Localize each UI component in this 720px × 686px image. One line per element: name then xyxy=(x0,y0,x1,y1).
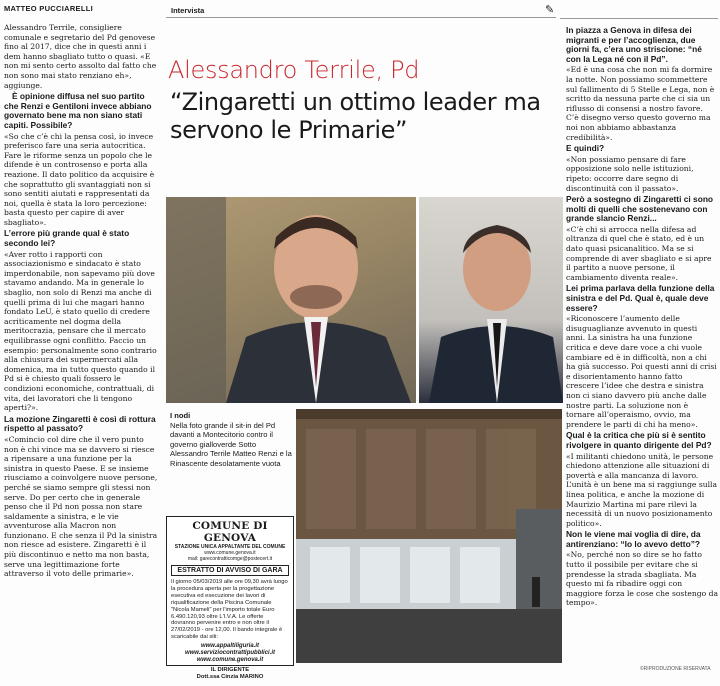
headline-quote: “Zingaretti un ottimo leader ma servono le Primarie” xyxy=(170,88,541,144)
section-header-strip xyxy=(166,4,556,18)
paragraph: «No, perché non so dire se ho fatto tutto il possibile per evitare che si prendesse la strada sbagliata. Ma questo mi fa ribadire oggi con maggiore forza le cose che sostengo da tempo». xyxy=(566,550,718,608)
person-illustration xyxy=(166,197,416,403)
ad-signature xyxy=(171,667,289,681)
paragraph: «Ed è una cosa che non mi fa dormire la notte. Non possiamo scommettere sul fallimento di 5 Stelle e Lega, non è scritto da nessuna parte che ci sia un riflusso di consensi a nostro favore. C’è disegno verso questo governo ma noi non abbiamo abbastanza credibilità». xyxy=(566,65,715,142)
divider xyxy=(560,18,718,19)
building-illustration xyxy=(296,409,562,663)
ad-links xyxy=(171,643,289,664)
headline-name: Alessandro Terrile, Pd xyxy=(168,56,420,84)
ad-title: COMUNE DI GENOVA xyxy=(192,520,268,544)
ad-body: Il giorno 05/03/2019 alle ore 09,30 avrà luogo la procedura aperta per la progettazione esecutiva ed esecuzione dei lavori di riqualificazione della Piscina Comunale "Nicola Mameli" per l'importo totale Euro 6.490.120,93 oltre L'I.V.A. Le offerte dovranno pervenire entro e non oltre il 27/02/2019 - ore 12,00. Il bando integrale è scaricabile dai siti: xyxy=(171,579,288,641)
question: Però a sostegno di Zingaretti ci sono molti di quelli che sostenevano con grande slancio Renzi... xyxy=(566,194,714,224)
question: Lei prima parlava della funzione della sinistra e del Pd. Qual è, quale deve essere? xyxy=(566,283,715,313)
ad-sign-role: IL DIRIGENTE xyxy=(210,667,250,674)
question: L’errore più grande qual è stato secondo lei? xyxy=(4,228,130,249)
left-article-body xyxy=(4,23,160,579)
question: In piazza a Genova in difesa dei migranti e per l’accoglienza, due giorni fa, c’era uno striscione: “né con la Lega né con il Pd”. xyxy=(566,25,702,64)
right-column xyxy=(566,24,718,664)
ad-sign-name: Dott.ssa Cinzia MARINO xyxy=(196,673,264,680)
photo-terrile xyxy=(166,197,416,403)
photo-rinascente xyxy=(296,409,562,663)
caption-text: Nella foto grande il sit-in del Pd davanti a Montecitorio contro il governo gialloverde Sotto Alessandro Terrile Matteo Renzi e la Rinascente desolatamente vuota xyxy=(170,420,292,468)
paragraph: «So che c’è chi la pensa così, io invece preferisco fare una seria autocritica. Fare le riforme senza un popolo che le difende è un controsenso e porta alla reazione. Il dato politico da acquisire è che soprattutto gli svantaggiati non si sono sentiti aiutati e rappresentati da noi, quella è stata la loro percezione: basta questo per capire di aver sbagliato». xyxy=(4,131,155,227)
person-illustration xyxy=(419,197,563,403)
ad-email: mail: garecontratticomge@postecert.it xyxy=(187,556,273,562)
photo-renzi xyxy=(419,197,563,403)
ad-link[interactable]: www.serviziocontrattipubblici.it xyxy=(184,650,276,657)
question: Non le viene mai voglia di dire, da antirenziano: “Io lo avevo detto”? xyxy=(566,529,701,549)
paragraph: «Riconoscere l’aumento delle disuguaglianze avvenuto in questi anni. La sinistra ha una funzione critica e deve dare voce a chi vuole cambiare ed è in difficoltà, non a chi ha già successo. Poi questi anni di crisi e disorientamento hanno fatto crescere l’idee che destra e sinistra non ci siano davvero più anche dalle nostre parti. La soluzione non è tornare all’operaismo, ovvio, ma prendere le parti di chi ha meno». xyxy=(566,314,717,429)
question: La mozione Zingaretti è così di rottura rispetto al passato? xyxy=(4,413,156,434)
byline: MATTEO PUCCIARELLI xyxy=(4,4,94,13)
paragraph: «Aver rotto i rapporti con associazionismo e sindacato è stato imperdonabile, non sapevamo più dove stavamo andando. Ma in generale lo sbaglio, non solo di Renzi ma anche di quelli prima di lui che magari hanno fondato LeU, è stato quello di credere acriticamente nel dogma della meritocrazia, pensare che il mercato equilibrasse ogni conflitto. Faccio un esempio: personalmente sono contrario alla chiusura dei supermercati alla domenica, ma in tutto questo quando il Pd si è chiesto quali fossero le condizioni economiche, contrattuali, di vita, dei lavoratori che li tengono aperti?». xyxy=(4,249,157,413)
ad-website: www.comune.genova.it xyxy=(204,550,256,556)
question: È opinione diffusa nel suo partito che Renzi e Gentiloni invece abbiano governato bene ma non siano stati capiti. Possibile? xyxy=(4,91,152,130)
legal-notice-ad xyxy=(166,516,294,680)
paragraph: Alessandro Terrile, consigliere comunale e segretario del Pd genovese fino al 2017, dice che in questi anni i dem hanno sbagliato tutto o quasi. «E non mi sento certo assolto dal fatto che non sono mai stato renziano eh», aggiunge. xyxy=(4,23,157,90)
left-column xyxy=(4,4,160,579)
ad-link[interactable]: www.comune.genova.it xyxy=(196,657,264,664)
question: Qual è la critica che più si è sentito rivolgere in quanto dirigente del Pd? xyxy=(566,430,712,450)
ad-notice-title: ESTRATTO DI AVVISO DI GARA xyxy=(171,565,289,576)
copyright-note: ©RIPRODUZIONE RISERVATA xyxy=(640,666,711,672)
pen-icon: ✎ xyxy=(545,3,555,16)
caption-title: I nodi xyxy=(170,411,191,420)
paragraph: «I militanti chiedono unità, le persone chiedono attenzione alle situazioni di povertà e alla mancanza di lavoro. L’unità è un bene ma si raggiunge sulla linea politica, e anche la mozione di Maurizio Martina mi pare rilevi la necessità di un nuovo posizionamento politico». xyxy=(566,451,718,528)
paragraph: «Non possiamo pensare di fare opposizione solo nelle istituzioni, ripeto: occorre dare segno di discontinuità con il passato». xyxy=(566,154,694,193)
paragraph: «Comincio col dire che il vero punto non è chi vince ma se davvero si riesce a ripensare a una funzione per la sinistra in questo Paese. E se insieme riusciamo a coinvolgere nuove persone, perché se siamo sempre gli stessi non serve. Do per certo che in generale penso che il Pd non possa non stare saldamente a sinistra, e le vie avventurose alla Macron non funzionano. E che senza il Pd la sinistra non riesce ad esistere. Zingaretti è il più discontinuo e netto ma non basta, serve una legittimazione forte attraverso il voto delle primarie». xyxy=(4,434,158,579)
ad-subtitle: STAZIONE UNICA APPALTANTE DEL COMUNE xyxy=(174,544,286,550)
ad-link[interactable]: www.appaltiliguria.it xyxy=(200,643,260,650)
question: E quindi? xyxy=(566,143,605,154)
paragraph: «C’è chi si arrocca nella difesa ad oltranza di quel che è stato, ed è un dato quasi psicanalitico. Ma se si comprende di aver sbagliato e si apre il partito a nuove persone, il cambiamento diventa reale». xyxy=(566,224,712,282)
photo-caption xyxy=(170,411,294,469)
section-label: Intervista xyxy=(171,6,205,15)
